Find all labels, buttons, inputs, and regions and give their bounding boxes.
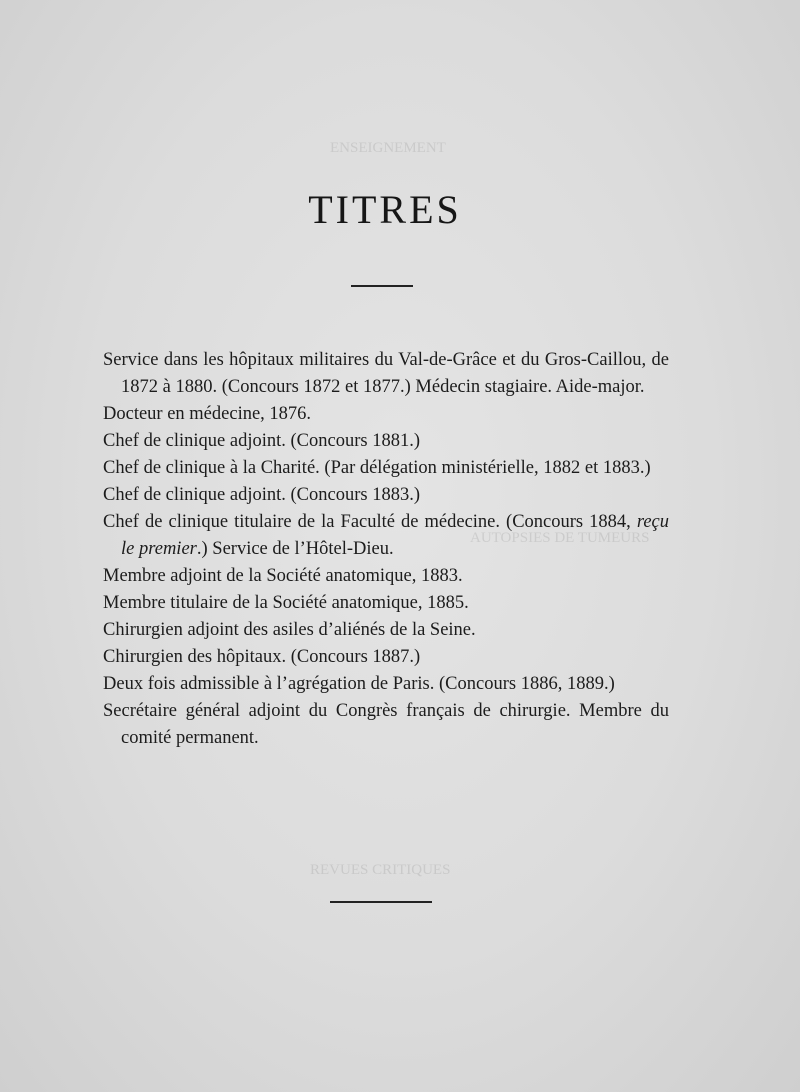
list-item-text: Chef de clinique titulaire de la Faculté de médecine. (Concours 1884,	[103, 512, 637, 532]
list-item: Docteur en médecine, 1876.	[103, 404, 312, 424]
emphasis-text: reçu le premier	[121, 512, 669, 559]
list-item: Chirurgien adjoint des asiles d’aliénés de la Seine.	[103, 620, 476, 640]
bleed-through-text: ENSEIGNEMENT	[330, 140, 446, 156]
section-end-rule	[330, 901, 432, 903]
bleed-through-text: REVUES CRITIQUES	[310, 862, 451, 878]
list-item: Service dans les hôpitaux militaires du Val-de-Grâce et du Gros-Caillou, de 1872 à 1880. (Concours 1872 et 1877.) Médecin stagiaire. Aide-major.	[103, 350, 669, 397]
bleed-through-text: AUTOPSIES DE TUMEURS	[470, 530, 650, 546]
list-item	[103, 509, 669, 563]
list-item: Deux fois admissible à l’agrégation de Paris. (Concours 1886, 1889.)	[103, 674, 615, 694]
list-item-text: .) Service de l’Hôtel-Dieu.	[196, 539, 394, 559]
list-item: Membre adjoint de la Société anatomique, 1883.	[103, 566, 463, 586]
title-rule	[351, 285, 413, 287]
list-item: Chef de clinique adjoint. (Concours 1883.)	[103, 485, 421, 505]
titles-list	[103, 347, 669, 752]
list-item: Secrétaire général adjoint du Congrès français de chirurgie. Membre du comité permanent.	[103, 701, 669, 748]
page-title: TITRES	[308, 187, 462, 232]
list-item: Chef de clinique adjoint. (Concours 1881.)	[103, 431, 421, 451]
list-item: Membre titulaire de la Société anatomique, 1885.	[103, 593, 469, 613]
list-item: Chef de clinique à la Charité. (Par délégation ministérielle, 1882 et 1883.)	[103, 458, 651, 478]
list-item: Chirurgien des hôpitaux. (Concours 1887.)	[103, 647, 421, 667]
